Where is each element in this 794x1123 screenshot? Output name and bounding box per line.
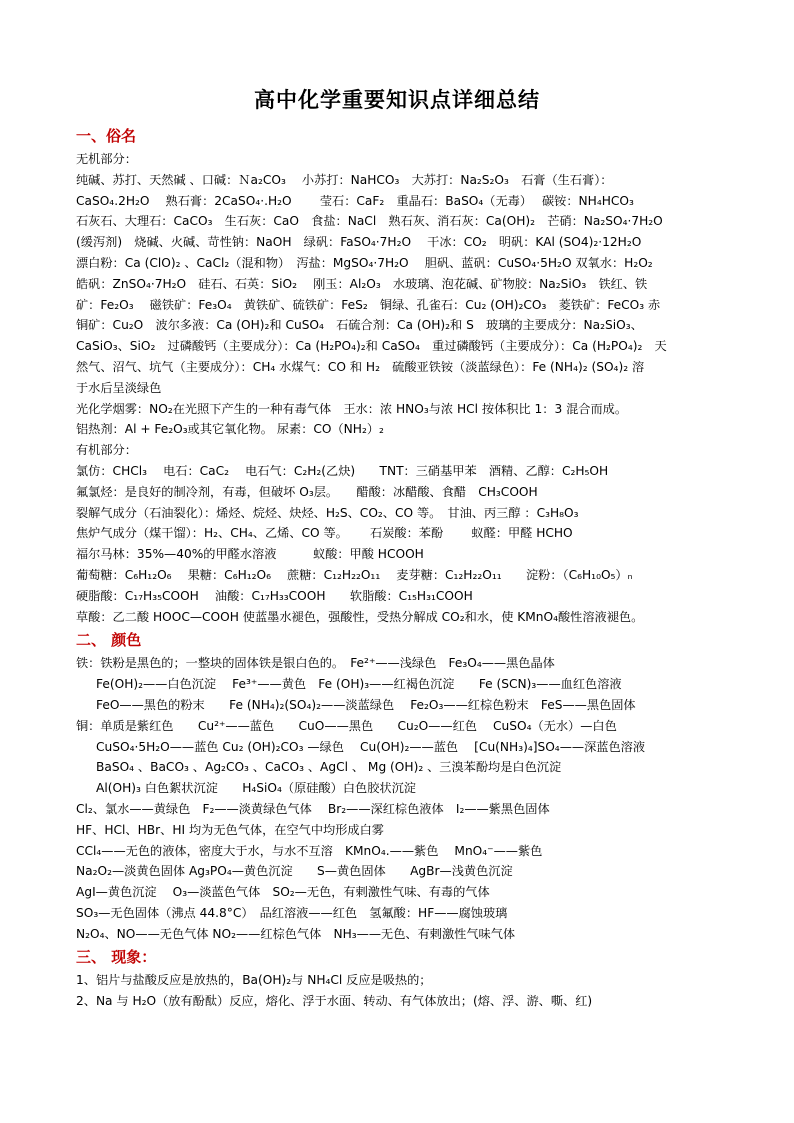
- text-line: AgI—黄色沉淀 O₃—淡蓝色气体 SO₂—无色，有剌激性气味、有毒的气体: [76, 885, 490, 900]
- text-line: CCl₄——无色的液体，密度大于水，与水不互溶 KMnO₄.——紫色 MnO₄⁻——紫色: [76, 843, 543, 858]
- text-line: 氟氯烃：是良好的制冷剂，有毒，但破坏 O₃层。 醋酸：冰醋酸、食醋 CH₃COOH: [76, 484, 538, 499]
- text-line: 氯仿：CHCl₃ 电石：CaC₂ 电石气：C₂H₂(乙炔) TNT：三硝基甲苯 酒精、乙醇：C₂H₅OH: [76, 463, 609, 478]
- text-line: 1、铝片与盐酸反应是放热的，Ba(OH)₂与 NH₄Cl 反应是吸热的；: [76, 973, 432, 988]
- text-line: (缓泻剂) 烧碱、火碱、苛性钠：NaOH 绿矾：FaSO₄·7H₂O 干冰：CO₂ 明矾：KAl (SO4)₂·12H₂O: [76, 235, 642, 250]
- text-line: CuSO₄·5H₂O——蓝色 Cu₂ (OH)₂CO₃ —绿色 Cu(OH)₂——蓝色 [Cu(NH₃)₄]SO₄——深蓝色溶液: [96, 739, 646, 754]
- document-title: 高中化学重要知识点详细总结: [254, 88, 540, 112]
- text-line: 矿：Fe₂O₃ 磁铁矿：Fe₃O₄ 黄铁矿、硫铁矿：FeS₂ 铜绿、孔雀石：Cu₂ (OH)₂CO₃ 菱铁矿：FeCO₃ 赤: [76, 297, 661, 312]
- text-line: HF、HCl、HBr、HI 均为无色气体，在空气中均形成白雾: [76, 822, 384, 837]
- text-line: 铜矿：Cu₂O 波尔多液：Ca (OH)₂和 CuSO₄ 石硫合剂：Ca (OH)₂和 S 玻璃的主要成分：Na₂SiO₃、: [76, 318, 643, 333]
- text-line: 纯碱、苏打、天然碱 、口碱：Ｎa₂CO₃ 小苏打：NaHCO₃ 大苏打：Na₂S₂O₃ 石膏（生石膏）：: [76, 172, 613, 187]
- text-line: SO₃—无色固体（沸点 44.8°C） 品红溶液——红色 氢氟酸：HF——腐蚀玻璃: [76, 905, 508, 920]
- text-line: BaSO₄ 、BaCO₃ 、Ag₂CO₃ 、CaCO₃ 、AgCl 、 Mg (OH)₂ 、三溴苯酚均是白色沉淀: [96, 760, 562, 775]
- text-line: Cl₂、氯水——黄绿色 F₂——淡黄绿色气体 Br₂——深红棕色液体 I₂——紫黑色固体: [76, 801, 550, 816]
- text-line: Na₂O₂—淡黄色固体 Ag₃PO₄—黄色沉淀 S—黄色固体 AgBr—浅黄色沉淀: [76, 864, 513, 879]
- text-line: 葡萄糖：C₆H₁₂O₆ 果糖：C₆H₁₂O₆ 蔗糖：C₁₂H₂₂O₁₁ 麦芽糖：C₁₂H₂₂O₁₁ 淀粉：（C₆H₁₀O₅）ₙ: [76, 567, 633, 582]
- text-line: 皓矾：ZnSO₄·7H₂O 硅石、石英：SiO₂ 刚玉：Al₂O₃ 水玻璃、泡花碱、矿物胶：Na₂SiO₃ 铁红、铁: [76, 276, 648, 291]
- text-line: CaSO₄.2H₂O 熟石膏：2CaSO₄·.H₂O 莹石：CaF₂ 重晶石：BaSO₄（无毒） 碳铵：NH₄HCO₃: [76, 193, 634, 208]
- text-line: 裂解气成分（石油裂化）：烯烃、烷烃、炔烃、H₂S、CO₂、CO 等。 甘油、丙三醇 ：C₃H₈O₃: [76, 505, 579, 520]
- text-line: 福尔马林：35%—40%的甲醛水溶液 蚁酸：甲酸 HCOOH: [76, 547, 424, 562]
- text-line: 石灰石、大理石：CaCO₃ 生石灰：CaO 食盐：NaCl 熟石灰、消石灰：Ca(OH)₂ 芒硝：Na₂SO₄·7H₂O: [76, 214, 663, 229]
- text-line: Fe(OH)₂——白色沉淀 Fe³⁺——黄色 Fe (OH)₃——红褐色沉淀 Fe (SCN)₃——血红色溶液: [96, 677, 622, 692]
- section-heading-common-names: 一、俗名: [76, 127, 137, 145]
- text-line: 铁：铁粉是黑色的；一整块的固体铁是银白色的。 Fe²⁺——浅绿色 Fe₃O₄——黑色晶体: [76, 656, 555, 671]
- document-body: [76, 123, 726, 1012]
- text-line: 草酸：乙二酸 HOOC—COOH 使蓝墨水褪色，强酸性，受热分解成 CO₂和水，使 KMnO₄酸性溶液褪色。: [76, 609, 644, 624]
- text-line: CaSiO₃、SiO₂ 过磷酸钙（主要成分）：Ca (H₂PO₄)₂和 CaSO₄ 重过磷酸钙（主要成分）：Ca (H₂PO₄)₂ 天: [76, 339, 667, 354]
- text-line: 于水后呈淡绿色: [76, 380, 162, 395]
- text-line: N₂O₄、NO——无色气体 NO₂——红棕色气体 NH₃——无色、有剌激性气味气体: [76, 926, 516, 941]
- text-line: 焦炉气成分（煤干馏）：H₂、CH₄、乙烯、CO 等。 石炭酸：苯酚 蚁醛：甲醛 HCHO: [76, 526, 573, 541]
- section-heading-colors: 二、 颜色: [76, 631, 142, 650]
- text-line: FeO——黑色的粉末 Fe (NH₄)₂(SO₄)₂——淡蓝绿色 Fe₂O₃——红棕色粉末 FeS——黑色固体: [96, 697, 636, 712]
- text-line: 铝热剂：Al + Fe₂O₃或其它氧化物。 尿素：CO（NH₂）₂: [76, 422, 384, 437]
- text-line: 漂白粉：Ca (ClO)₂ 、CaCl₂（混和物） 泻盐：MgSO₄·7H₂O 胆矾、蓝矾：CuSO₄·5H₂O 双氧水：H₂O₂: [76, 255, 653, 270]
- text-line: 硬脂酸：C₁₇H₃₅COOH 油酸：C₁₇H₃₃COOH 软脂酸：C₁₅H₃₁COOH: [76, 588, 473, 603]
- text-line: 无机部分：: [76, 152, 137, 166]
- text-line: 铜：单质是紫红色 Cu²⁺——蓝色 CuO——黑色 Cu₂O——红色 CuSO₄（无水）—白色: [76, 718, 617, 733]
- text-line: 光化学烟雾：NO₂在光照下产生的一种有毒气体 王水：浓 HNO₃与浓 HCl 按体积比 1：3 混合而成。: [76, 401, 628, 416]
- section-heading-phenomena: 三、 现象：: [76, 948, 157, 967]
- text-line: Al(OH)₃ 白色絮状沉淀 H₄SiO₄（原硅酸）白色胶状沉淀: [96, 781, 416, 796]
- text-line: 2、Na 与 H₂O（放有酚酞）反应，熔化、浮于水面、转动、有气体放出；(熔、浮、游、嘶、红): [76, 994, 593, 1009]
- text-line: 有机部分：: [76, 443, 137, 458]
- text-line: 然气、沼气、坑气（主要成分）：CH₄ 水煤气：CO 和 H₂ 硫酸亚铁铵（淡蓝绿色）：Fe (NH₄)₂ (SO₄)₂ 溶: [76, 359, 645, 374]
